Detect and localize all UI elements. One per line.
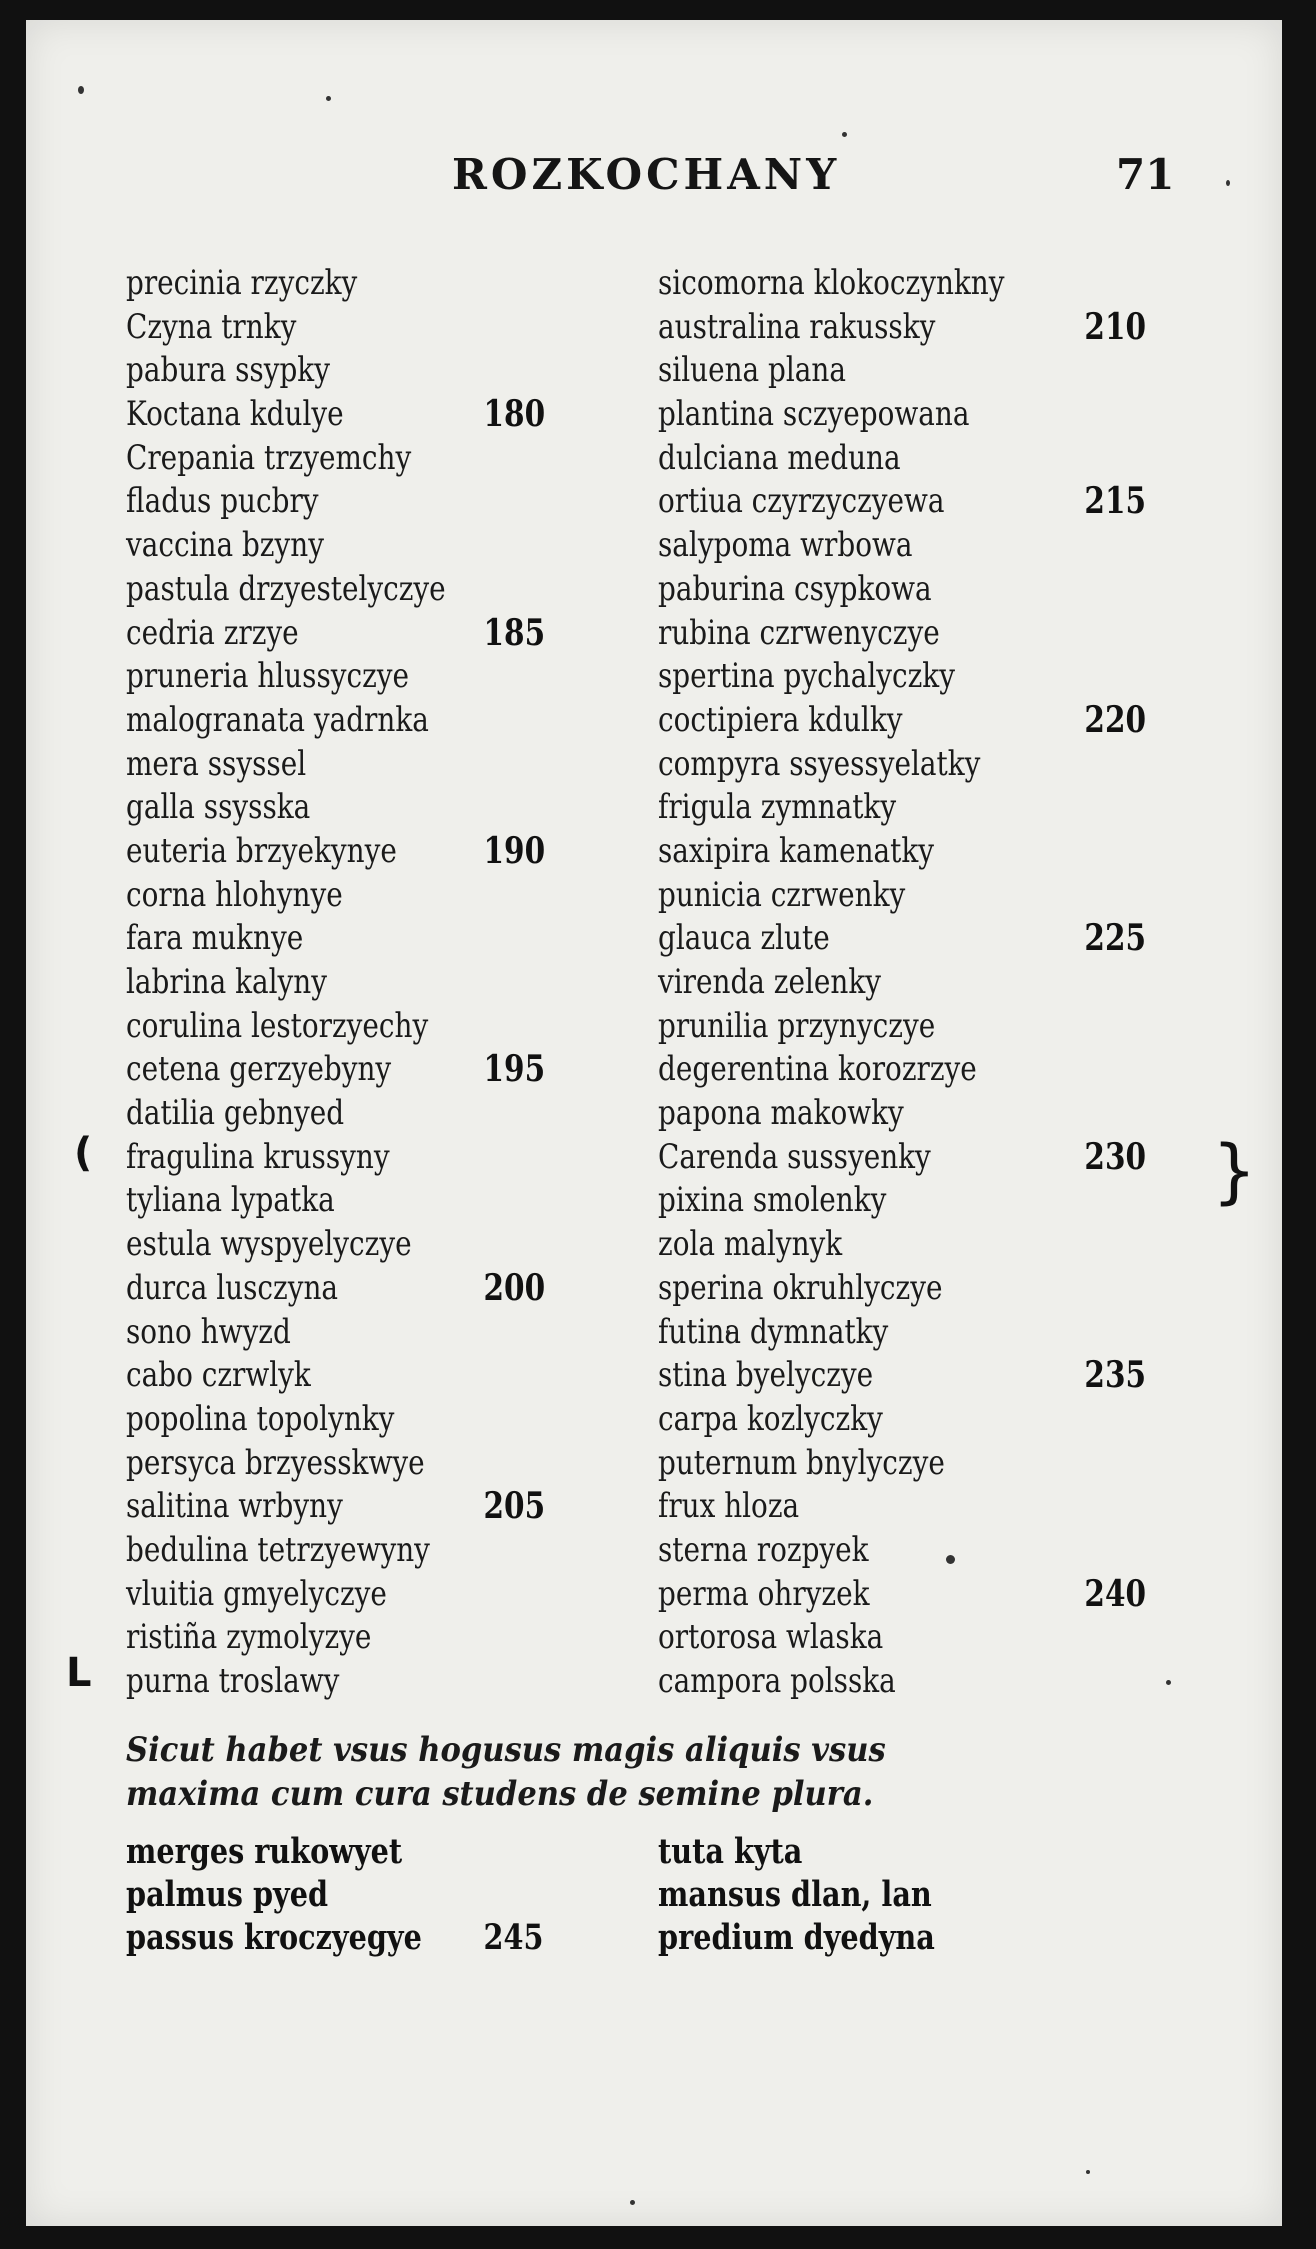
entry-text: zola malynyk — [658, 1224, 843, 1265]
entry-text: ortorosa wlaska — [658, 1617, 884, 1658]
entry-text: passus kroczyegye — [126, 1917, 422, 1958]
entry-text: siluena plana — [658, 350, 847, 391]
entry-text: dulciana meduna — [658, 437, 901, 478]
entry-text: campora polsska — [658, 1661, 896, 1701]
list-item — [126, 1830, 552, 1873]
left-column — [126, 262, 646, 1704]
list-item — [658, 1092, 1117, 1136]
entry-text: precinia rzyczky — [126, 263, 358, 303]
entry-text: prunilia przynyczye — [658, 1005, 936, 1046]
list-item — [126, 437, 552, 481]
speck — [1086, 2170, 1090, 2174]
line-number: 215 — [1084, 480, 1147, 523]
line-number: 180 — [483, 393, 546, 436]
handwritten-bracket-mark: L — [66, 1650, 92, 1696]
entry-text: futina dymnatky — [658, 1311, 889, 1352]
list-item — [658, 612, 1117, 656]
list-item — [126, 1311, 552, 1355]
speck — [78, 86, 84, 94]
list-item — [658, 1354, 1147, 1398]
entry-text: punicia czrwenky — [658, 874, 906, 915]
list-item — [658, 698, 1147, 743]
entry-text: salypoma wrbowa — [658, 525, 913, 566]
line-number: 190 — [483, 829, 546, 872]
entry-text: virenda zelenky — [658, 962, 881, 1002]
entry-text: galla ssysska — [126, 787, 311, 828]
speck — [630, 2200, 635, 2205]
list-item — [126, 699, 552, 743]
list-item — [126, 917, 552, 961]
list-item — [658, 655, 1117, 699]
book-page — [26, 20, 1282, 2226]
entry-text: Koctana kdulye — [126, 394, 344, 435]
list-item — [658, 1311, 1117, 1355]
speck — [326, 96, 331, 101]
list-item — [658, 786, 1117, 830]
entry-text: Carenda sussyenky — [658, 1136, 931, 1177]
list-item — [126, 1005, 552, 1049]
list-item — [126, 1398, 552, 1442]
list-item — [658, 305, 1147, 350]
list-item — [126, 349, 552, 393]
entry-text: carpa kozlyczky — [658, 1398, 883, 1439]
list-item — [126, 961, 552, 1005]
entry-text: papona makowky — [658, 1093, 904, 1134]
list-item — [658, 1873, 1117, 1916]
bottom-right-column — [658, 1830, 1218, 1959]
list-item — [658, 1398, 1117, 1442]
list-item — [126, 612, 552, 656]
list-item — [658, 1660, 1117, 1704]
list-item — [126, 1223, 552, 1267]
entry-text: bedulina tetrzyewyny — [126, 1529, 430, 1570]
speck — [842, 132, 847, 137]
entry-text: sterna rozpyek — [658, 1529, 869, 1570]
entry-text: perma ohryzek — [658, 1573, 870, 1614]
entry-text: sperina okruhlyczye — [658, 1267, 943, 1308]
entry-text: sono hwyzd — [126, 1311, 291, 1352]
list-item — [658, 1048, 1117, 1092]
entry-text: degerentina korozrzye — [658, 1049, 977, 1090]
entry-text: durca lusczyna — [126, 1267, 339, 1308]
entry-text: corulina lestorzyechy — [126, 1005, 429, 1046]
line-number: 195 — [483, 1048, 546, 1091]
list-item — [126, 830, 552, 874]
list-item — [126, 1660, 552, 1704]
entry-text: spertina pychalyczky — [658, 656, 955, 697]
list-item — [658, 393, 1117, 437]
entry-text: mera ssyssel — [126, 743, 307, 784]
handwritten-bracket-mark: ( — [74, 1130, 93, 1176]
entry-text: tyliana lypatka — [126, 1180, 335, 1221]
list-item — [126, 786, 552, 830]
entry-text: merges rukowyet — [126, 1831, 403, 1872]
list-item — [658, 437, 1117, 481]
list-item — [126, 1048, 552, 1092]
latin-verse-line: maxima cum cura studens de semine plura. — [126, 1774, 874, 1814]
entry-text: coctipiera kdulky — [658, 699, 903, 740]
entry-text: rubina czrwenyczye — [658, 612, 940, 653]
list-item — [658, 830, 1117, 874]
list-item — [126, 1136, 552, 1180]
line-number: 225 — [1084, 917, 1147, 960]
entry-text: australina rakussky — [658, 306, 936, 347]
speck — [1226, 180, 1230, 186]
entry-text: persyca brzyesskwye — [126, 1442, 425, 1483]
page-title: ROZKOCHANY — [452, 150, 841, 199]
line-number: 220 — [1084, 698, 1147, 741]
list-item — [658, 349, 1117, 393]
entry-text: fara muknye — [126, 918, 304, 959]
entry-text: pruneria hlussyczye — [126, 656, 410, 697]
list-item — [126, 1354, 552, 1398]
list-item — [658, 524, 1117, 568]
latin-verse-line: Sicut habet vsus hogusus magis aliquis vsus — [126, 1730, 886, 1770]
entry-text: fladus pucbry — [126, 481, 319, 522]
entry-text: euteria brzyekynye — [126, 830, 397, 871]
entry-text: malogranata yadrnka — [126, 699, 429, 740]
right-column — [658, 262, 1218, 1704]
entry-text: labrina kalyny — [126, 962, 327, 1002]
list-item — [658, 1916, 1117, 1959]
list-item — [126, 1092, 552, 1136]
line-number: 185 — [483, 611, 546, 654]
line-number: 210 — [1084, 305, 1147, 348]
entry-text: cabo czrwlyk — [126, 1355, 311, 1396]
list-item — [658, 1135, 1147, 1180]
list-item — [658, 1179, 1117, 1223]
list-item — [658, 743, 1117, 787]
entry-text: pabura ssypky — [126, 350, 330, 391]
list-item — [658, 1267, 1117, 1311]
entry-text: pixina smolenky — [658, 1180, 887, 1221]
list-item — [126, 1442, 552, 1486]
list-item — [126, 306, 552, 350]
line-number: 200 — [483, 1266, 546, 1309]
list-item — [126, 655, 552, 699]
list-item — [658, 1830, 1117, 1873]
list-item — [126, 1573, 552, 1617]
entry-text: compyra ssyessyelatky — [658, 743, 981, 784]
list-item — [658, 917, 1147, 961]
list-item — [658, 961, 1117, 1005]
list-item — [126, 1179, 552, 1223]
entry-text: ristiña zymolyzye — [126, 1617, 372, 1658]
list-item — [658, 1616, 1117, 1660]
list-item — [126, 393, 552, 437]
entry-text: ortiua czyrzyczyewa — [658, 481, 945, 522]
entry-text: datilia gebnyed — [126, 1093, 345, 1134]
entry-text: fragulina krussyny — [126, 1136, 390, 1177]
entry-text: Crepania trzyemchy — [126, 437, 412, 478]
list-item — [126, 1485, 552, 1529]
list-item — [126, 262, 552, 306]
list-item — [658, 1442, 1117, 1486]
page-number: 71 — [1116, 150, 1175, 199]
list-item — [126, 1616, 552, 1660]
entry-text: salitina wrbyny — [126, 1486, 343, 1527]
entry-text: puternum bnylyczye — [658, 1442, 945, 1483]
entry-text: sicomorna klokoczynkny — [658, 263, 1005, 303]
list-item — [126, 568, 552, 612]
entry-text: frigula zymnatky — [658, 787, 897, 828]
list-item — [126, 1916, 552, 1959]
entry-text: paburina csypkowa — [658, 568, 932, 609]
entry-text: Czyna trnky — [126, 306, 297, 347]
entry-text: tuta kyta — [658, 1831, 803, 1872]
entry-text: palmus pyed — [126, 1874, 329, 1915]
entry-text: pastula drzyestelyczye — [126, 568, 446, 609]
entry-text: plantina sczyepowana — [658, 394, 970, 435]
list-item — [126, 743, 552, 787]
list-item — [658, 568, 1117, 612]
entry-text: glauca zlute — [658, 918, 830, 959]
list-item — [658, 1223, 1117, 1267]
entry-text: corna hlohynye — [126, 874, 343, 915]
handwritten-brace-mark: } — [1212, 1130, 1257, 1212]
list-item — [658, 480, 1147, 524]
line-number: 205 — [483, 1485, 546, 1528]
entry-text: estula wyspyelyczye — [126, 1224, 412, 1265]
list-item — [126, 1267, 552, 1311]
list-item — [658, 874, 1117, 918]
list-item — [658, 262, 1117, 306]
line-number: 240 — [1084, 1572, 1147, 1615]
entry-text: saxipira kamenatky — [658, 830, 935, 871]
list-item — [126, 524, 552, 568]
bottom-left-column — [126, 1830, 646, 1959]
entry-text: frux hloza — [658, 1486, 800, 1527]
line-number: 230 — [1084, 1135, 1147, 1178]
entry-text: cedria zrzye — [126, 612, 299, 653]
entry-text: popolina topolynky — [126, 1398, 395, 1439]
list-item — [658, 1005, 1117, 1049]
line-number: 245 — [483, 1917, 544, 1958]
list-item — [126, 874, 552, 918]
line-number: 235 — [1084, 1354, 1147, 1397]
list-item — [126, 1529, 552, 1573]
entry-text: vaccina bzyny — [126, 525, 324, 566]
list-item — [658, 1572, 1147, 1617]
entry-text: purna troslawy — [126, 1661, 340, 1701]
list-item — [126, 480, 552, 524]
entry-text: stina byelyczye — [658, 1355, 874, 1396]
entry-text: predium dyedyna — [658, 1917, 935, 1958]
list-item — [658, 1529, 1117, 1573]
entry-text: cetena gerzyebyny — [126, 1049, 392, 1090]
list-item — [658, 1485, 1117, 1529]
list-item — [126, 1873, 552, 1916]
entry-text: mansus dlan, lan — [658, 1874, 932, 1915]
entry-text: vluitia gmyelyczye — [126, 1573, 387, 1614]
